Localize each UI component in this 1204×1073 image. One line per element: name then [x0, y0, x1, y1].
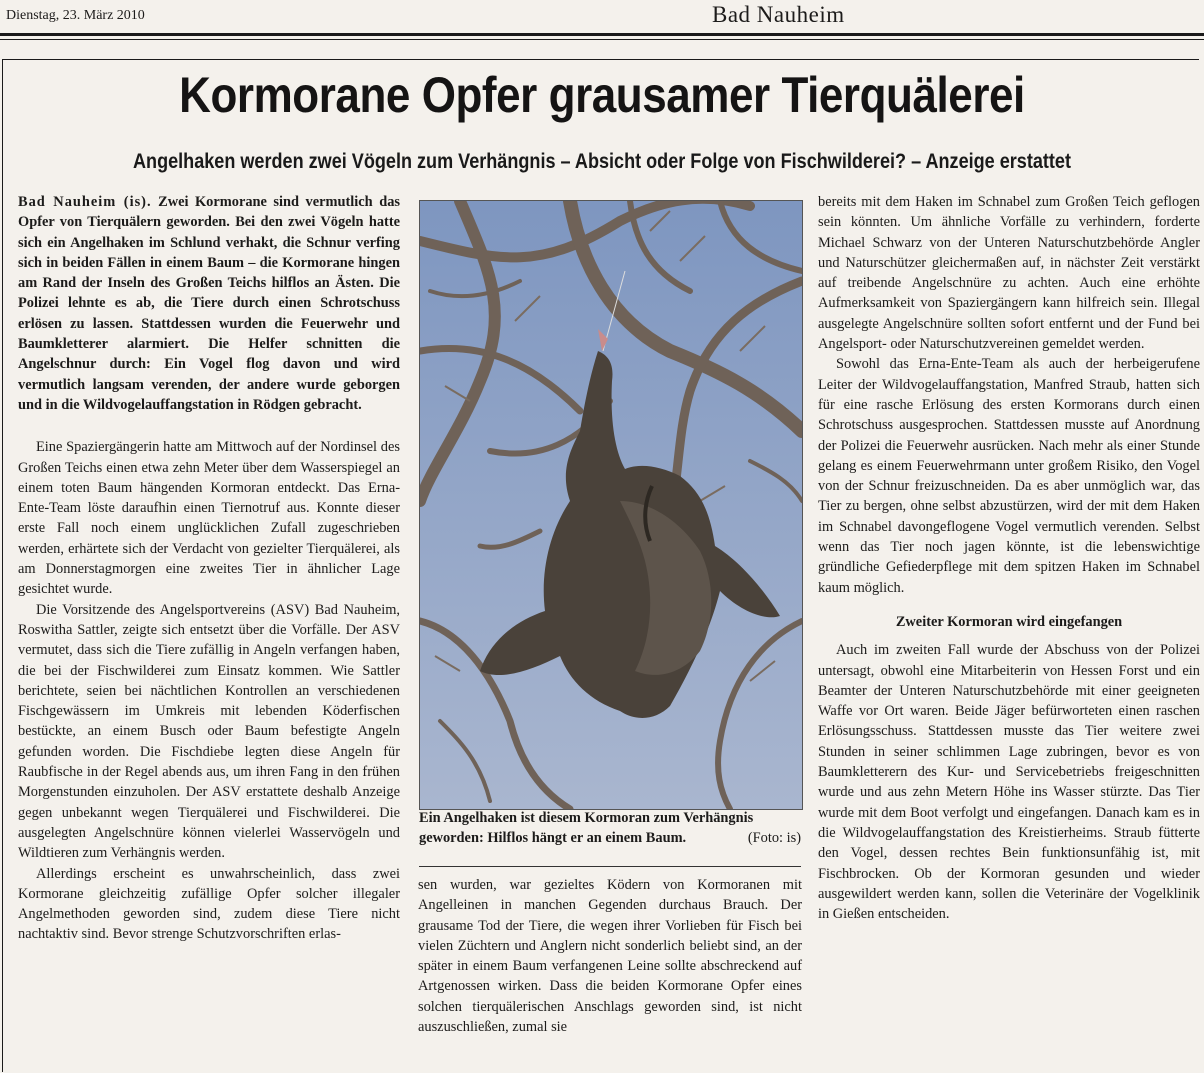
lead-paragraph	[18, 192, 400, 415]
column-3	[818, 192, 1200, 924]
photo-illustration	[420, 201, 802, 809]
subheadline: Angelhaken werden zwei Vögeln zum Verhängnis – Absicht oder Folge von Fischwilderei? – Anzeige erstattet	[133, 150, 1071, 173]
body-paragraph: Die Vorsitzende des Angelsportvereins (ASV) Bad Nauheim, Roswitha Sattler, zeigte sich entsetzt über die Vorfälle. Der ASV vermutet, dass sich die Tiere zufällig in Angeln verfangen haben, die bei der Fischwilderei zum Einsatz kommen. Wie Sattler berichtete, seien bei nächtlichen Kontrollen an verschiedenen Fischgewässern im Umkreis mit lebenden Köderfischen bestückte, an einem Busch oder Baum befestigte Angeln gefunden worden. Die Fischdiebe legten diese Angeln für Raubfische in der Regel abends aus, um ihren Fang in den frühen Morgenstunden einzuholen. Der ASV erstattete deshalb Anzeige gegen unbekannt wegen Tierquälerei und Fischwilderei. Die ausgelegten Angelschnüre können vielerlei Wasservögeln und Wildtieren zum Verhängnis werden.	[18, 601, 400, 862]
running-head	[0, 0, 1204, 36]
issue-date: Dienstag, 23. März 2010	[6, 8, 145, 23]
lead-text: Zwei Kormorane sind vermutlich das Opfer von Tierquälern geworden. Bei den zwei Vögeln hatte sich ein Angelhaken im Schlund verhakt, die Schnur verfing sich in beiden Fällen in einem Baum – die Kormorane hingen am Rand der Inseln des Großen Teichs hilflos an Ästen. Die Polizei lehnte es ab, die Tiere durch einen Schrotschuss erlösen zu lassen. Stattdessen wurden die Feuerwehr und Baumkletterer alarmiert. Die Helfer schnitten die Angelschnur durch: Ein Vogel flog davon und wird vermutlich langsam verenden, der andere wurde geborgen und in die Wildvogelauffangstation in Rödgen gebracht.	[18, 194, 400, 413]
body-paragraph: Auch im zweiten Fall wurde der Abschuss von der Polizei untersagt, obwohl eine Mitarbeiterin von Hessen Forst und ein Beamter der Unteren Naturschutzbehörde mit einer geeigneten Waffe vor Ort waren. Beide Jäger befürworteten einen raschen Erlösungsschuss. Stattdessen musste das Tier weitere zwei Stunden in seiner schlimmen Lage zubringen, bevor es von Baumkletterern des Kur- und Servicebetriebs freigeschnitten wurde und aus zehn Metern Höhe ins Wasser stürzte. Das Tier wurde mit dem Boot verfolgt und eingefangen. Danach kam es in die Wildvogelauffangstation des Kreistierheims. Straub fütterte den Vogel, dessen rechtes Bein funktionsunfähig ist, mit Fischbrocken. Ob der Kormoran gesunden und wieder ausgewildert werden kann, sollen die Veterinäre der Vogelklinik in Gießen entscheiden.	[818, 642, 1200, 923]
photo-caption	[419, 808, 801, 849]
photo-credit: (Foto: is)	[747, 830, 801, 847]
caption-rule	[419, 866, 801, 867]
caption-text: Ein Angelhaken ist diesem Kormoran zum Verhängnis geworden: Hilflos hängt er an einem Baum.	[419, 810, 754, 847]
top-rule	[0, 33, 1204, 36]
column-2	[418, 875, 802, 1037]
section-subheading: Zweiter Kormoran wird eingefangen	[895, 613, 1123, 630]
column-1	[18, 192, 400, 945]
cormorant-photo	[419, 200, 803, 810]
body-paragraph: sen wurden, war gezieltes Ködern von Kormoranen mit Angelleinen in manchen Gegenden durchaus Brauch. Der grausame Tod der Tiere, die wegen ihrer Vorlieben für Fisch bei vielen Züchtern und Anglern nicht sonderlich beliebt sind, an der später in einem Baum verfangenen Leine sollte abschreckend auf Artgenossen wirken. Dass die beiden Kormorane Opfer eines solchen tierquälerischen Anschlags geworden sind, ist nicht auszuschließen, zumal sie	[418, 877, 802, 1036]
headline: Kormorane Opfer grausamer Tierquälerei	[179, 67, 1025, 123]
top-rule-thin	[0, 39, 1204, 40]
body-paragraph: Eine Spaziergängerin hatte am Mittwoch auf der Nordinsel des Großen Teichs einen etwa zehn Meter über dem Wasserspiegel an einem toten Baum hängenden Kormoran entdeckt. Das Erna-Ente-Team löste daraufhin einen Tiernotruf aus. Konnte dieser erste Fall noch einem unglücklichen Zufall zugeschrieben werden, erhärtete sich der Verdacht von gezielter Tierquälerei, als am Donnerstagmorgen eine zweites Tier in ähnlicher Lage gesichtet wurde.	[18, 439, 400, 598]
dateline: Bad Nauheim (is).	[18, 194, 152, 210]
body-paragraph: Allerdings erscheint es unwahrscheinlich, dass zwei Kormorane gleichzeitig zufällige Opfer solcher illegaler Angelmethoden geworden sind, zudem diese Tiere nicht nachtaktiv sind. Bevor strenge Schutzvorschriften erlas-	[18, 865, 400, 943]
body-paragraph: bereits mit dem Haken im Schnabel zum Großen Teich geflogen sein könnten. Um ähnliche Vorfälle zu verhindern, forderte Michael Schwarz von der Unteren Naturschutzbehörde Angler und Naturschützer gleichermaßen auf, in nächster Zeit verstärkt auf treibende Angelschnüre zu achten. Auch eine erhöhte Aufmerksamkeit von Spaziergängern kann hilfreich sein. Illegal ausgelegte Angelschnüre sollten sofort entfernt und der Fund bei Angelsport- oder Naturschutzvereinen gemeldet werden.	[818, 194, 1200, 353]
section-title: Bad Nauheim	[712, 2, 845, 27]
body-paragraph: Sowohl das Erna-Ente-Team als auch der herbeigerufene Leiter der Wildvogelauffangstation, Manfred Straub, hatten sich für eine rasche Erlösung des ersten Kormorans durch einen Schrotschuss ausgesprochen. Stattdessen musste auf Anordnung der Polizei die Feuerwehr ausrücken. Nach mehr als einer Stunde gelang es einem Feuerwehrmann unter großem Risiko, den Vogel von der Schnur freizuschneiden. Da es aber unmöglich war, das Tier zu bergen, ohne selbst abzustürzen, wird der mit dem Haken im Schnabel davongeflogene Vogel vermutlich verenden. Selbst wenn das Tier noch jagen könnte, ist die lebenswichtige gründliche Gefiederpflege mit dem spitzen Haken im Schnabel kaum möglich.	[818, 356, 1200, 596]
